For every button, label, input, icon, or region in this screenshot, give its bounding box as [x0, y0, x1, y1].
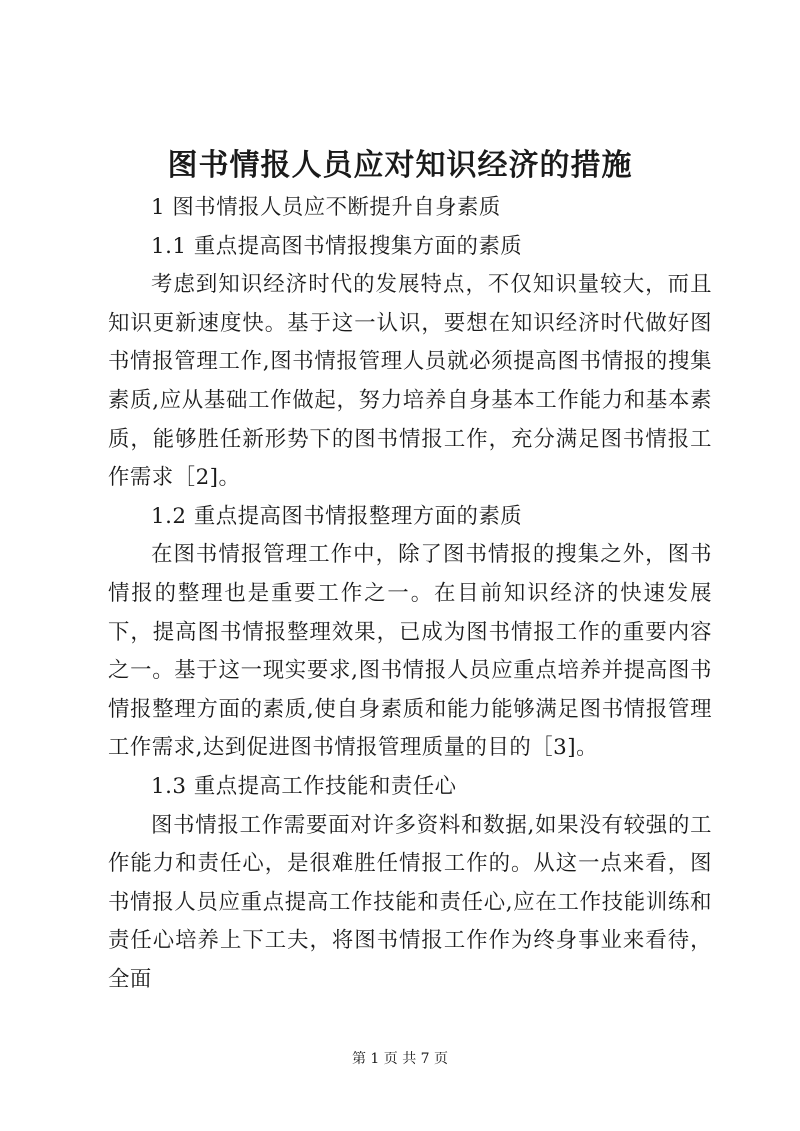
- subsection-heading: 1.1 重点提高图书情报搜集方面的素质: [151, 233, 523, 259]
- body-paragraph: 考虑到知识经济时代的发展特点，不仅知识量较大，而且知识更新速度快。基于这一认识，要想在知识经济时代做好图书情报管理工作,图书情报管理人员就必须提高图书情报的搜集素质,应从基础工作做起，努力培养自身基本工作能力和基本素质，能够胜任新形势下的图书情报工作，充分满足图书情报工作需求［2]。: [108, 272, 712, 491]
- document-title: 图书情报人员应对知识经济的措施: [167, 148, 633, 183]
- page-footer: 第 1 页 共 7 页: [351, 1051, 449, 1067]
- body-paragraph: 在图书情报管理工作中，除了图书情报的搜集之外，图书情报的整理也是重要工作之一。在目前知识经济的快速发展下，提高图书情报整理效果，已成为图书情报工作的重要内容之一。基于这一现实要求,图书情报人员应重点培养并提高图书情报整理方面的素质,使自身素质和能力能够满足图书情报管理工作需求,达到促进图书情报管理质量的目的［3]。: [108, 542, 712, 761]
- section-heading: 1 图书情报人员应不断提升自身素质: [151, 195, 501, 220]
- body-paragraph: 图书情报工作需要面对许多资料和数据,如果没有较强的工作能力和责任心，是很难胜任情报工作的。从这一点来看，图书情报人员应重点提高工作技能和责任心,应在工作技能训练和责任心培养上下工夫，将图书情报工作作为终身事业来看待，全面: [108, 812, 712, 992]
- document-body: [108, 189, 712, 999]
- subsection-heading: 1.2 重点提高图书情报整理方面的素质: [151, 503, 523, 529]
- subsection-heading: 1.3 重点提高工作技能和责任心: [151, 773, 457, 799]
